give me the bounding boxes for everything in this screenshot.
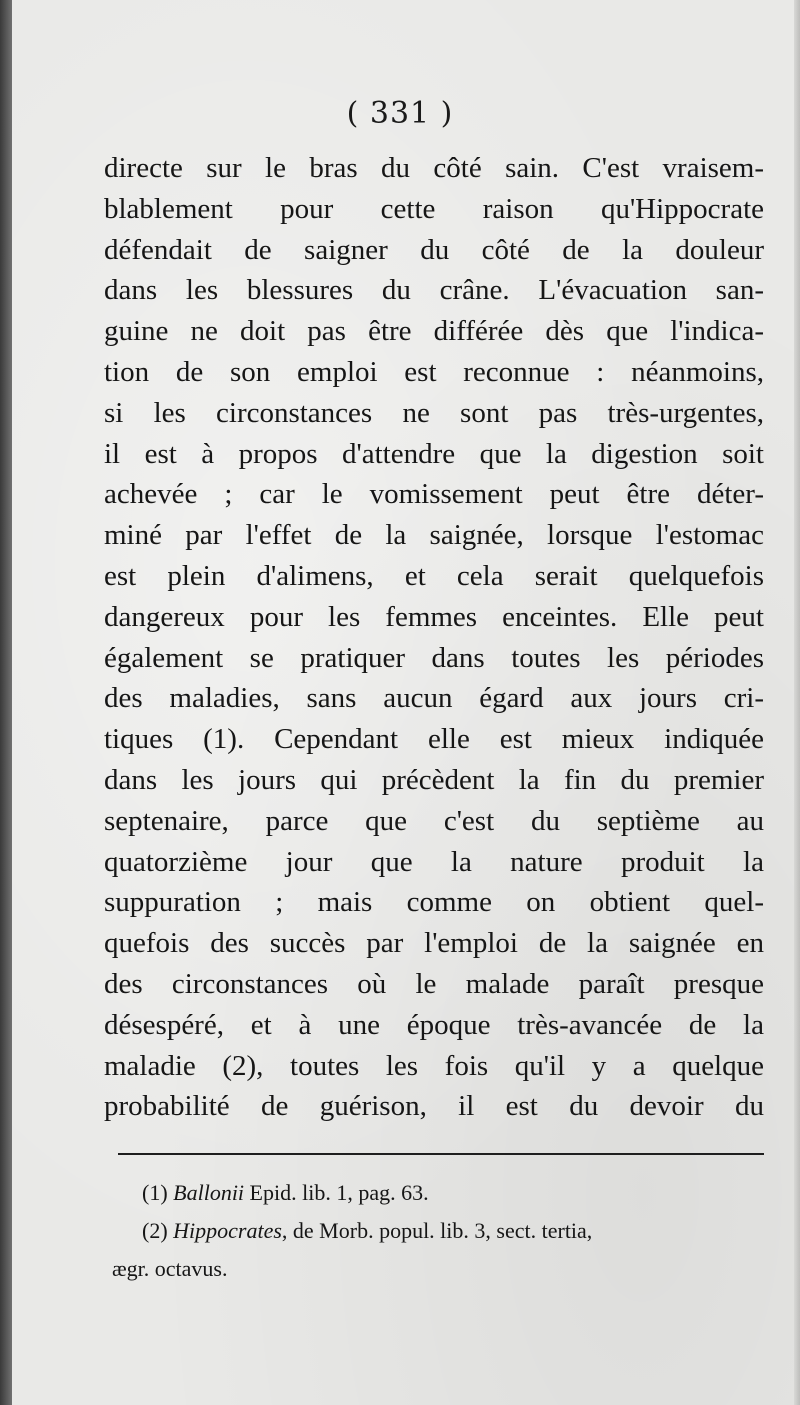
footnote-2-text: , de Morb. popul. lib. 3, sect. tertia,: [281, 1218, 593, 1243]
body-line: quatorzième jour que la nature produit la: [104, 845, 764, 878]
footnote-1-text: Epid. lib. 1, pag. 63.: [249, 1180, 429, 1205]
footnote-1-author: Ballonii: [173, 1180, 245, 1205]
footnote-2-author: Hippocrates: [173, 1218, 282, 1243]
body-line: désespéré, et à une époque très-avancée de la: [104, 1008, 764, 1041]
footnote-rule: [118, 1153, 764, 1155]
body-line: défendait de saigner du côté de la douleur: [104, 233, 764, 266]
footnotes: [104, 1174, 768, 1288]
body-line: quefois des succès par l'emploi de la saignée en: [104, 927, 764, 960]
page-number: ( 331 ): [346, 96, 454, 131]
footnote-2-marker: (2): [142, 1218, 168, 1243]
body-line: maladie (2), toutes les fois qu'il y a quelque: [104, 1049, 764, 1082]
body-line: achevée ; car le vomissement peut être déter-: [104, 478, 764, 511]
body-line: si les circonstances ne sont pas très-urgentes,: [104, 396, 764, 429]
body-line: des maladies, sans aucun égard aux jours cri-: [104, 682, 764, 715]
body-text: [104, 148, 764, 1127]
body-line: est plein d'alimens, et cela serait quelquefois: [104, 559, 764, 592]
body-line: blablement pour cette raison qu'Hippocrate: [104, 192, 764, 225]
body-line: probabilité de guérison, il est du devoir du: [104, 1090, 764, 1123]
footnote-1: [104, 1174, 768, 1212]
body-line: guine ne doit pas être différée dès que l'indica-: [104, 315, 764, 348]
page-edge: [794, 0, 800, 1405]
body-line: miné par l'effet de la saignée, lorsque l'estomac: [104, 519, 764, 552]
body-line: tiques (1). Cependant elle est mieux indiquée: [104, 723, 764, 756]
footnote-1-marker: (1): [142, 1180, 168, 1205]
body-line: suppuration ; mais comme on obtient quel-: [104, 886, 764, 919]
body-line: également se pratiquer dans toutes les périodes: [104, 641, 764, 674]
body-line: tion de son emploi est reconnue : néanmoins,: [104, 355, 764, 388]
body-line: directe sur le bras du côté sain. C'est vraisem-: [104, 152, 764, 184]
body-line: dangereux pour les femmes enceintes. Elle peut: [104, 600, 764, 633]
footnote-2: [104, 1212, 768, 1250]
body-line: des circonstances où le malade paraît presque: [104, 967, 764, 1000]
body-line: dans les blessures du crâne. L'évacuation san-: [104, 274, 764, 307]
body-line: dans les jours qui précèdent la fin du premier: [104, 763, 764, 796]
body-line: il est à propos d'attendre que la digestion soit: [104, 437, 764, 470]
body-line: septenaire, parce que c'est du septième au: [104, 804, 764, 837]
footnote-2-continuation: ægr. octavus.: [112, 1256, 228, 1281]
